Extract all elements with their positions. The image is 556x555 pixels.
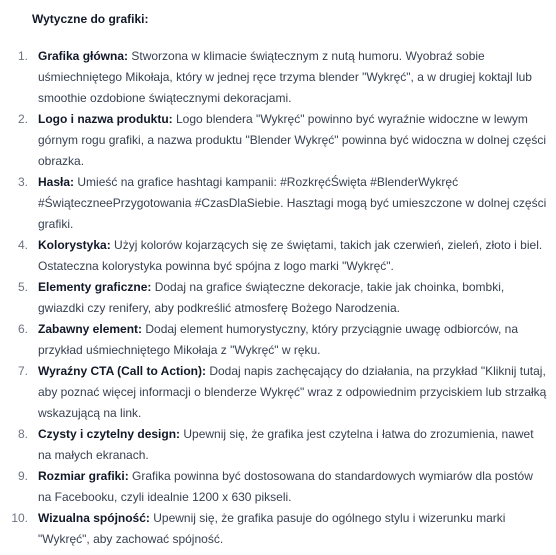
item-text: Dodaj element humorystyczny, który przyciągnie uwagę odbiorców, na przykład uśmiechniętego Mikołaja z "Wykręć" w ręku. (38, 322, 518, 357)
item-text: Upewnij się, że grafika pasuje do ogólnego stylu i wizerunku marki "Wykręć", aby zachować spójność. (38, 511, 506, 546)
item-label: Logo i nazwa produktu: (38, 112, 173, 126)
item-label: Grafika główna: (38, 49, 129, 63)
guidelines-list (11, 46, 548, 550)
item-number: 5. (17, 280, 28, 294)
item-label: Wizualna spójność: (38, 511, 150, 525)
item-label: Hasła: (38, 175, 75, 189)
item-text: Grafika powinna być dostosowana do standardowych wymiarów dla postów na Facebooku, czyli idealnie 1200 x 630 pikseli. (38, 469, 533, 504)
item-number: 4. (17, 238, 28, 252)
list-item (17, 319, 548, 361)
item-number: 6. (17, 322, 28, 336)
item-number: 9. (17, 469, 28, 483)
item-text: Dodaj napis zachęcający do działania, na przykład "Kliknij tutaj, aby poznać więcej informacji o blenderze Wykręć" wraz z odpowiednim przyciskiem lub strzałką wskazującą na link. (38, 364, 547, 420)
item-number: 7. (17, 364, 28, 378)
item-number: 2. (17, 112, 28, 126)
list-item (17, 235, 548, 277)
item-label: Rozmiar grafiki: (38, 469, 129, 483)
item-text: Umieść na grafice hashtagi kampanii: #RozkręćŚwięta #BlenderWykręć #ŚwiąteczneePrzygotowania #CzasDlaSiebie. Hasztagi mogą być umieszczone w dolnej części grafiki. (38, 175, 547, 231)
item-number: 1. (17, 49, 28, 63)
list-item (11, 508, 548, 550)
item-label: Czysty i czytelny design: (38, 427, 181, 441)
item-number: 8. (17, 427, 28, 441)
item-text: Dodaj na grafice świąteczne dekoracje, takie jak choinka, bombki, gwiazdki czy renifery, aby podkreślić atmosferę Bożego Narodzenia. (38, 280, 505, 315)
item-text: Użyj kolorów kojarzących się ze świętami, takich jak czerwień, zieleń, złoto i biel. Ostateczna kolorystyka powinna być spójna z logo marki "Wykręć". (38, 238, 543, 273)
item-label: Kolorystyka: (38, 238, 111, 252)
section-heading: Wytyczne do grafiki: (32, 12, 149, 26)
item-text: Stworzona w klimacie świątecznym z nutą humoru. Wyobraź sobie uśmiechniętego Mikołaja, który w jednej ręce trzyma blender "Wykręć", a w drugiej koktajl lub smoothie ozdobione świątecznymi dekoracjami. (38, 49, 532, 105)
item-label: Wyraźny CTA (Call to Action): (38, 364, 206, 378)
item-label: Zabawny element: (38, 322, 143, 336)
list-item (17, 172, 548, 235)
item-number: 3. (17, 175, 28, 189)
list-item (17, 109, 548, 172)
list-item (17, 424, 548, 466)
list-item (17, 46, 548, 109)
item-number: 10. (11, 511, 28, 525)
item-text: Logo blendera "Wykręć" powinno być wyraźnie widoczne w lewym górnym rogu grafiki, a nazwa produktu "Blender Wykręć" powinna być widoczna w dolnej części obrazka. (38, 112, 546, 168)
item-text: Upewnij się, że grafika jest czytelna i łatwa do zrozumienia, nawet na małych ekranach. (38, 427, 534, 462)
item-label: Elementy graficzne: (38, 280, 152, 294)
list-item (17, 361, 548, 424)
list-item (17, 277, 548, 319)
list-item (17, 466, 548, 508)
